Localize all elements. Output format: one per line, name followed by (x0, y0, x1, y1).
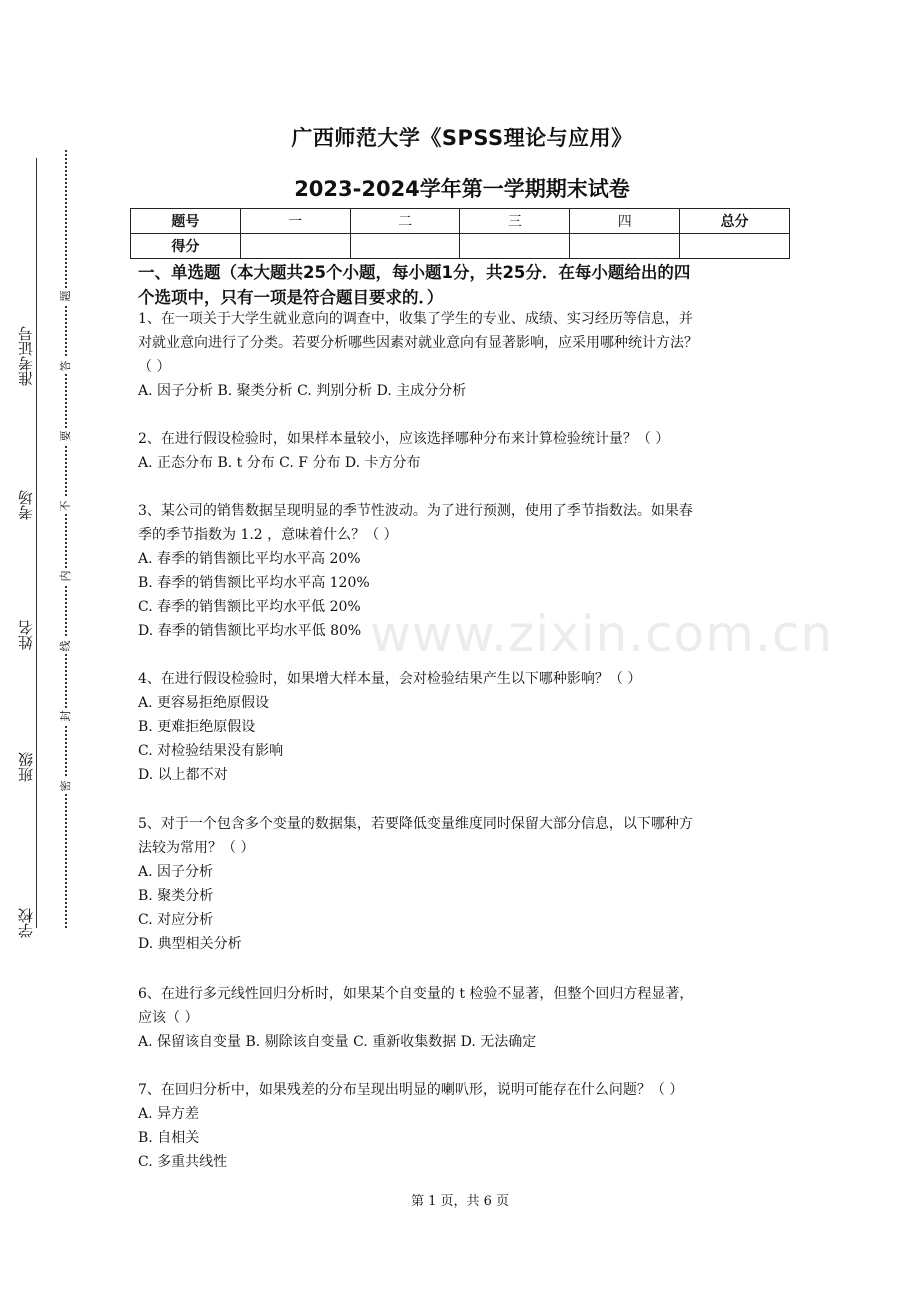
question-options: A. 保留该自变量 B. 剔除该自变量 C. 重新收集数据 D. 无法确定 (138, 1034, 537, 1050)
option-d: D. 典型相关分析 (138, 936, 242, 952)
question-2 (138, 427, 792, 475)
exam-room-label: 考场 (17, 490, 35, 520)
score-header-cell: 二 (350, 209, 460, 234)
question-text: 4、在进行假设检验时，如果增大样本量，会对检验结果产生以下哪种影响？（ ） (138, 671, 642, 687)
option-b: B. 聚类分析 (138, 888, 214, 904)
question-text: 5、对于一个包含多个变量的数据集，若要降低变量维度同时保留大部分信息，以下哪种方 (138, 816, 693, 832)
option-a: A. 因子分析 (138, 864, 214, 880)
score-header-cell: 四 (570, 209, 680, 234)
seal-char: 封 (58, 708, 74, 724)
score-row-label: 得分 (131, 234, 241, 259)
question-3 (138, 499, 792, 643)
seal-char: 线 (58, 638, 74, 654)
seal-char: 不 (58, 498, 74, 514)
question-text: 6、在进行多元线性回归分析时，如果某个自变量的 t 检验不显著，但整个回归方程显著， (138, 986, 694, 1002)
score-cell[interactable] (460, 234, 570, 259)
score-table (130, 208, 790, 259)
question-text: 应该（ ） (138, 1010, 199, 1026)
seal-char: 密 (58, 778, 74, 794)
class-label: 班级 (17, 752, 35, 782)
option-a: A. 异方差 (138, 1106, 200, 1122)
admission-number-label: 准考证号 (17, 326, 35, 386)
question-text: 7、在回归分析中，如果残差的分布呈现出明显的喇叭形，说明可能存在什么问题？（ ） (138, 1082, 684, 1098)
question-text: （ ） (138, 359, 171, 375)
question-5 (138, 812, 792, 956)
name-label: 姓名 (17, 620, 35, 650)
score-cell[interactable] (350, 234, 460, 259)
score-table-score-row (131, 234, 790, 259)
score-cell[interactable] (240, 234, 350, 259)
section-heading-line: 一、单选题（本大题共25个小题，每小题1分，共25分．在每小题给出的四 (138, 263, 691, 282)
section-heading (138, 260, 792, 310)
seal-char: 要 (58, 428, 74, 444)
watermark: www.zixin.com.cn (370, 605, 834, 663)
exam-subtitle: 2023-2024学年第一学期期末试卷 (294, 177, 630, 201)
question-4 (138, 667, 792, 787)
seal-dotted-line (65, 150, 67, 928)
option-c: C. 对应分析 (138, 912, 214, 928)
option-a: A. 更容易拒绝原假设 (138, 695, 270, 711)
score-header-cell: 总分 (680, 209, 790, 234)
question-text: 对就业意向进行了分类。若要分析哪些因素对就业意向有显著影响，应采用哪种统计方法？ (138, 335, 698, 351)
seal-char: 内 (58, 568, 74, 584)
question-text: 季的季节指数为 1.2 ，意味着什么？（ ） (138, 527, 398, 543)
score-cell[interactable] (570, 234, 680, 259)
question-7 (138, 1078, 792, 1174)
option-d: D. 春季的销售额比平均水平低 80% (138, 623, 362, 639)
school-label: 学校 (17, 908, 35, 938)
option-c: C. 春季的销售额比平均水平低 20% (138, 599, 361, 615)
question-text: 2、在进行假设检验时，如果样本量较小，应该选择哪种分布来计算检验统计量？（ ） (138, 431, 670, 447)
score-table-header-row (131, 209, 790, 234)
question-text: 法较为常用？（ ） (138, 840, 255, 856)
question-options: A. 正态分布 B. t 分布 C. F 分布 D. 卡方分布 (138, 455, 421, 471)
question-1 (138, 307, 792, 403)
seal-char: 答 (58, 358, 74, 374)
question-6 (138, 982, 792, 1054)
option-b: B. 更难拒绝原假设 (138, 719, 256, 735)
question-text: 1、在一项关于大学生就业意向的调查中，收集了学生的专业、成绩、实习经历等信息，并 (138, 311, 693, 327)
binding-margin (0, 0, 80, 1302)
option-a: A. 春季的销售额比平均水平高 20% (138, 551, 361, 567)
section-heading-line: 个选项中，只有一项是符合题目要求的．） (138, 288, 444, 307)
option-c: C. 多重共线性 (138, 1154, 228, 1170)
seal-char: 题 (58, 288, 74, 304)
option-b: B. 春季的销售额比平均水平高 120% (138, 575, 370, 591)
option-b: B. 自相关 (138, 1130, 200, 1146)
score-header-cell: 题号 (131, 209, 241, 234)
score-cell[interactable] (680, 234, 790, 259)
option-c: C. 对检验结果没有影响 (138, 743, 284, 759)
score-header-cell: 三 (460, 209, 570, 234)
question-text: 3、某公司的销售数据呈现明显的季节性波动。为了进行预测，使用了季节指数法。如果春 (138, 503, 693, 519)
binding-line (36, 158, 37, 928)
exam-title: 广西师范大学《SPSS理论与应用》 (291, 126, 633, 150)
question-options: A. 因子分析 B. 聚类分析 C. 判别分析 D. 主成分分析 (138, 383, 467, 399)
option-d: D. 以上都不对 (138, 767, 228, 783)
page-footer: 第 1 页，共 6 页 (410, 1194, 510, 1209)
score-header-cell: 一 (240, 209, 350, 234)
